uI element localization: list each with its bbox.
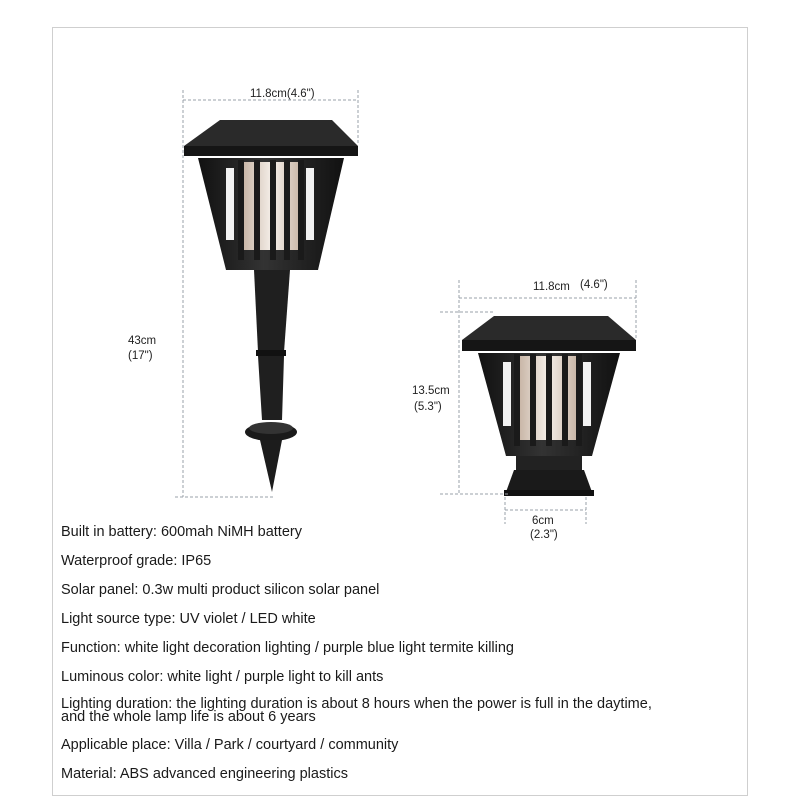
spec-label: Lighting duration (61, 696, 169, 712)
spec-item-function: Function: white light decoration lighting / purple blue light termite killing (61, 640, 514, 656)
spec-value: ABS advanced engineering plastics (119, 766, 348, 782)
short-lamp-base-in: (2.3") (530, 529, 558, 541)
spec-value: white light / purple light to kill ants (167, 669, 384, 685)
spec-value: white light decoration lighting / purple blue light termite killing (124, 640, 514, 656)
spec-value: UV violet / LED white (179, 611, 316, 627)
spec-label: Light source type (61, 611, 172, 627)
spec-label: Waterproof grade (61, 553, 174, 569)
short-lamp-solar-panel (462, 316, 636, 340)
tall-lamp-width-label: 11.8cm(4.6") (250, 88, 315, 100)
spec-item-solar-panel: Solar panel: 0.3w multi product silicon solar panel (61, 582, 380, 598)
spec-label: Material (61, 766, 113, 782)
spec-item-material: Material: ABS advanced engineering plastics (61, 766, 348, 782)
tall-lamp-height-in: (17") (128, 350, 153, 362)
spec-value: 0.3w multi product silicon solar panel (142, 582, 380, 598)
spec-value: IP65 (181, 553, 212, 569)
short-lamp (462, 316, 636, 496)
spec-label: Built in battery (61, 524, 153, 540)
spec-label: Function (61, 640, 117, 656)
tall-lamp (184, 120, 358, 492)
spec-list (61, 524, 741, 795)
tall-lamp-height-cm: 43cm (128, 335, 157, 347)
spec-item-lighting-duration: Lighting duration: the lighting duration is about 8 hours when the power is full in the daytime, and the whole lamp life is about 6 years (61, 696, 652, 725)
spec-item-light-source: Light source type: UV violet / LED white (61, 611, 316, 627)
short-lamp-base-cm: 6cm (532, 515, 554, 527)
short-lamp-base (506, 470, 592, 492)
spec-value: 600mah NiMH battery (160, 524, 302, 540)
tall-lamp-spike (260, 440, 282, 492)
tall-lamp-stake-upper (254, 270, 290, 352)
spec-item-luminous-color: Luminous color: white light / purple light to kill ants (61, 669, 384, 685)
tall-lamp-solar-panel (184, 120, 358, 146)
short-lamp-height-cm: 13.5cm (412, 385, 450, 397)
spec-item-battery: Built in battery: 600mah NiMH battery (61, 524, 302, 540)
spec-label: Applicable place (61, 737, 167, 753)
short-lamp-width-in: (4.6") (580, 279, 608, 291)
spec-item-waterproof: Waterproof grade: IP65 (61, 553, 212, 569)
spec-label: Luminous color (61, 669, 160, 685)
short-lamp-base-neck (516, 456, 582, 470)
spec-item-applicable-place: Applicable place: Villa / Park / courtyard / community (61, 737, 399, 753)
short-lamp-width-cm: 11.8cm (533, 281, 570, 293)
spec-value: the lighting duration is about 8 hours when the power is full in the daytime, and the whole lamp life is about 6 years (61, 696, 652, 725)
short-lamp-height-in: (5.3") (414, 401, 442, 413)
spec-value: Villa / Park / courtyard / community (174, 737, 399, 753)
spec-label: Solar panel (61, 582, 135, 598)
